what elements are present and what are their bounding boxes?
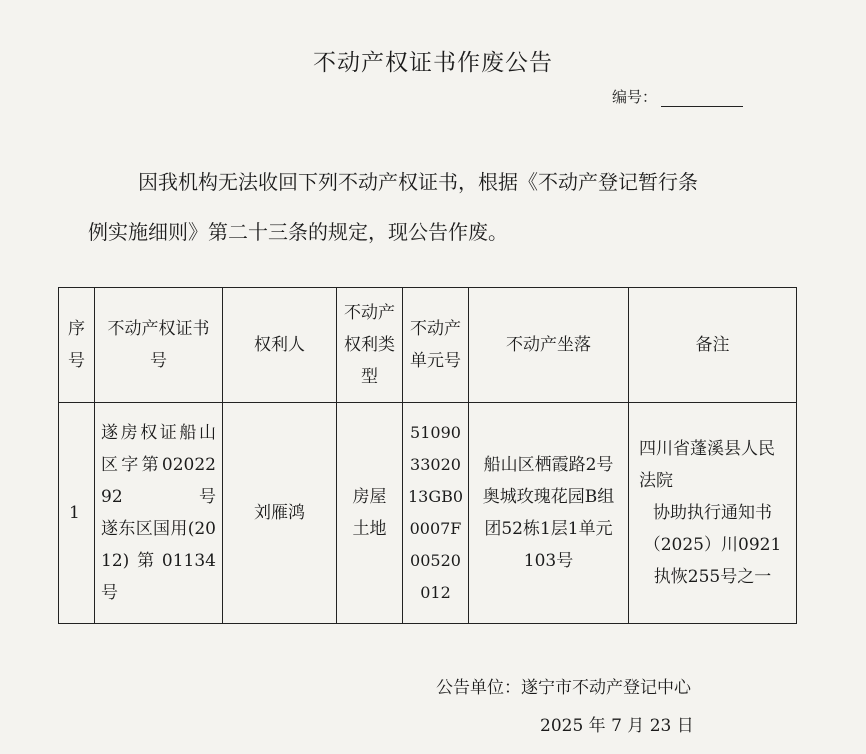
cell-right-type: 房屋土地 [337, 403, 403, 624]
cell-cert-no [95, 403, 223, 624]
issuing-unit: 公告单位：遂宁市不动产登记中心 [436, 678, 691, 698]
table-header-row [59, 288, 797, 403]
cell-unit-no: 510903302013GB00007F00520012 [403, 403, 469, 624]
header-unit-no: 不动产单元号 [403, 288, 469, 403]
remark-line-2: 协助执行通知书（2025）川0921执恢255号之一 [643, 503, 782, 587]
table-row [59, 403, 797, 624]
notice-table [58, 287, 797, 624]
cert-no-line-2: 遂东区国用(2012)第01134号 [101, 519, 216, 603]
header-right-type: 不动产权利类型 [337, 288, 403, 403]
body-text-line-1: 因我机构无法收回下列不动产权证书，根据《不动产登记暂行条 [138, 170, 698, 194]
header-cert-no: 不动产权证书号 [95, 288, 223, 403]
header-location: 不动产坐落 [469, 288, 629, 403]
document-number-blank [661, 92, 743, 107]
remark-line-1: 四川省蓬溪县人民法院 [639, 439, 775, 491]
cell-location: 船山区栖霞路2号奥城玫瑰花园B组团52栋1层1单元103号 [469, 403, 629, 624]
body-text-line-2: 例实施细则》第二十三条的规定，现公告作废。 [88, 220, 508, 244]
header-seq: 序号 [59, 288, 95, 403]
document-number-label: 编号： [612, 88, 658, 106]
cell-remark [629, 403, 797, 624]
cell-owner: 刘雁鸿 [223, 403, 337, 624]
document-number [612, 86, 743, 107]
cert-no-line-1: 遂房权证船山区字第0202292号 [101, 423, 216, 507]
cell-seq: 1 [59, 403, 95, 624]
page-title: 不动产权证书作废公告 [313, 50, 553, 76]
issue-date: 2025 年 7 月 23 日 [540, 716, 694, 736]
header-owner: 权利人 [223, 288, 337, 403]
header-remark: 备注 [629, 288, 797, 403]
